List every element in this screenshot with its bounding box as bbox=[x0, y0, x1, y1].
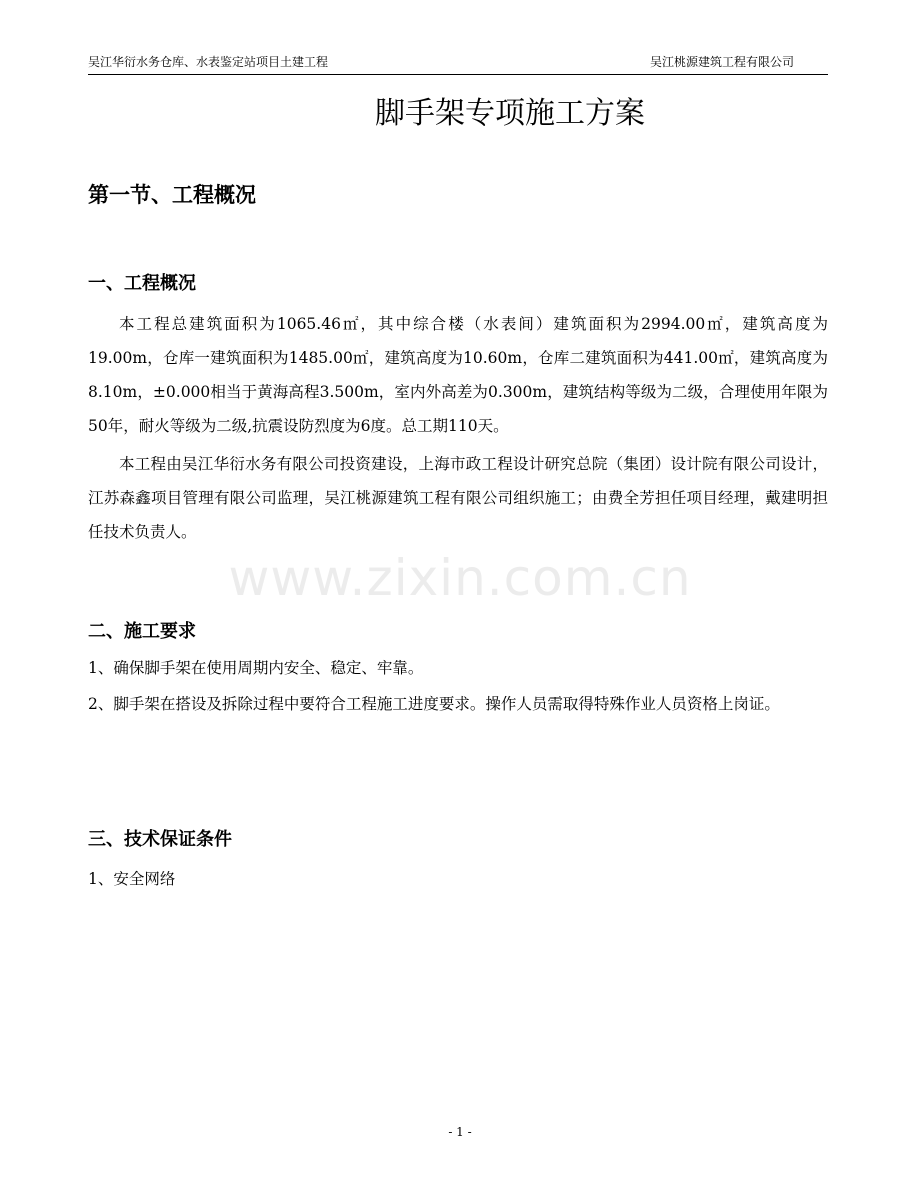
header-project-name: 吴江华衍水务仓库、水表鉴定站项目土建工程 bbox=[88, 55, 329, 69]
watermark: www.zixin.com.cn bbox=[228, 549, 692, 607]
subsection-heading-overview: 一、工程概况 bbox=[88, 273, 196, 294]
document-title: 脚手架专项施工方案 bbox=[375, 96, 645, 131]
section-heading: 第一节、工程概况 bbox=[88, 183, 256, 207]
subsection-heading-requirements: 二、施工要求 bbox=[88, 621, 196, 642]
page-number: - 1 - bbox=[448, 1125, 472, 1139]
page-header bbox=[88, 54, 828, 75]
overview-paragraph-1: 本工程总建筑面积为1065.46㎡，其中综合楼（水表间）建筑面积为2994.00㎡，建筑高度为19.00m，仓库一建筑面积为1485.00㎡，建筑高度为10.60m，仓库二建筑面积为441.00㎡，建筑高度为8.10m，±0.000相当于黄海高程3.500m，室内外高差为0.300m，建筑结构等级为二级，合理使用年限为50年，耐火等级为二级,抗震设防烈度为6度。总工期110天。 bbox=[88, 315, 828, 435]
header-company-name: 吴江桃源建筑工程有限公司 bbox=[649, 55, 794, 69]
subsection-heading-tech-conditions: 三、技术保证条件 bbox=[88, 829, 232, 850]
overview-paragraph-2: 本工程由吴江华衍水务有限公司投资建设，上海市政工程设计研究总院（集团）设计院有限公司设计，江苏森鑫项目管理有限公司监理，吴江桃源建筑工程有限公司组织施工；由费全芳担任项目经理，戴建明担任技术负责人。 bbox=[88, 455, 828, 541]
requirement-item-1: 1、确保脚手架在使用周期内安全、稳定、牢靠。 bbox=[88, 659, 424, 677]
tech-condition-item-1: 1、安全网络 bbox=[88, 870, 176, 888]
requirement-item-2: 2、脚手架在搭设及拆除过程中要符合工程施工进度要求。操作人员需取得特殊作业人员资格上岗证。 bbox=[88, 695, 780, 713]
